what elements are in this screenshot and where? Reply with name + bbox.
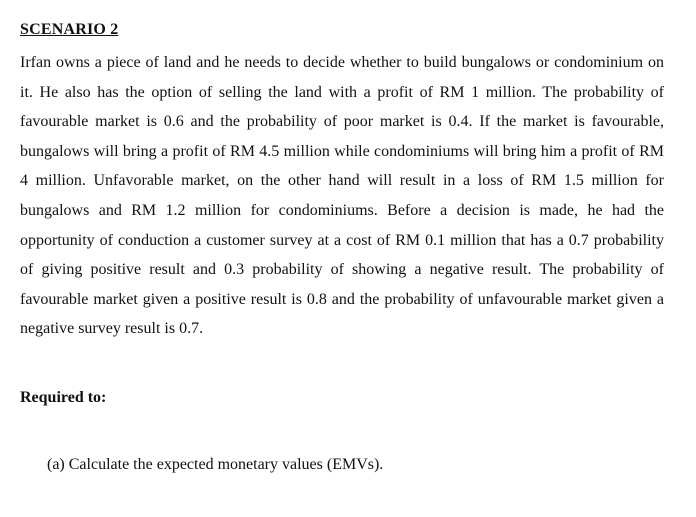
required-label: Required to: bbox=[20, 388, 107, 406]
scenario-paragraph: Irfan owns a piece of land and he needs to decide whether to build bungalows or condominium on it. He also has the option of selling the land with a profit of RM 1 million. The probability of favourable market is 0.6 and the probability of poor market is 0.4. If the market is favourable, bungalows will bring a profit of RM 4.5 million while condominiums will bring him a profit of RM 4 million. Unfavorable market, on the other hand will result in a loss of RM 1.5 million for bungalows and RM 1.2 million for condominiums. Before a decision is made, he had the opportunity of conduction a customer survey at a cost of RM 0.1 million that has a 0.7 probability of giving positive result and 0.3 probability of showing a negative result. The probability of favourable market given a positive result is 0.8 and the probability of unfavourable market given a negative survey result is 0.7. bbox=[20, 54, 664, 338]
scenario-heading: SCENARIO 2 bbox=[20, 21, 119, 38]
question-a: (a) Calculate the expected monetary values (EMVs). bbox=[47, 455, 384, 473]
